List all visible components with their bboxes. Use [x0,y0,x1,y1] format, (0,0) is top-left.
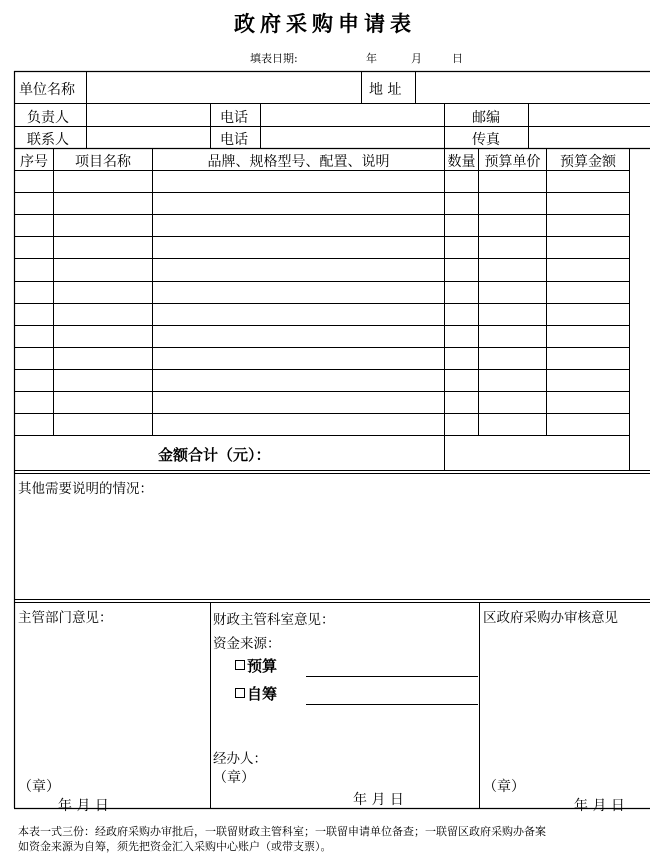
table-cell[interactable] [16,237,52,258]
table-cell[interactable] [16,348,52,369]
total-amount-field[interactable] [446,437,628,469]
table-cell[interactable] [480,259,545,280]
person-in-charge-field[interactable] [88,105,208,125]
option-budget-label: 预算 [247,657,278,675]
table-cell[interactable] [55,370,151,391]
table-cell[interactable] [480,414,545,435]
table-cell[interactable] [154,193,443,214]
checkbox-budget-icon[interactable] [235,660,245,670]
table-cell[interactable] [548,237,628,258]
label-phone-2: 电话 [220,132,248,148]
table-cell[interactable] [446,392,477,413]
table-cell[interactable] [446,348,477,369]
date-year: 年 [366,52,377,65]
table-cell[interactable] [548,326,628,347]
table-cell[interactable] [446,215,477,236]
form-title: 政府采购申请表 [234,11,416,36]
finance-seal: （章） [213,770,255,786]
table-cell[interactable] [16,392,52,413]
table-cell[interactable] [548,414,628,435]
finance-date: 年 月 日 [353,792,404,808]
label-contact: 联系人 [27,132,69,148]
table-cell[interactable] [548,348,628,369]
dept-seal: （章） [18,779,60,795]
table-cell[interactable] [480,392,545,413]
phone-field[interactable] [262,105,442,125]
table-cell[interactable] [16,215,52,236]
table-cell[interactable] [16,259,52,280]
table-cell[interactable] [55,348,151,369]
unit-name-field[interactable] [88,73,359,101]
footer-note-line-1: 本表一式三份：经政府采购办审批后，一联留财政主管科室；一联留申请单位备查；一联留区政府采购办备案 [18,825,546,838]
handler-label: 经办人： [213,751,267,767]
col-header-spec: 品牌、规格型号、配置、说明 [207,154,390,170]
fund-source-label: 资金来源： [213,636,281,652]
table-cell[interactable] [446,282,477,303]
table-cell[interactable] [154,370,443,391]
table-cell[interactable] [16,326,52,347]
table-cell[interactable] [446,193,477,214]
postcode-field[interactable] [530,105,648,125]
total-amount-label: 金额合计（元）： [158,446,271,464]
label-person-in-charge: 负责人 [27,110,69,126]
table-cell[interactable] [548,304,628,325]
table-cell[interactable] [446,304,477,325]
checkbox-self-funded-icon[interactable] [235,688,245,698]
table-cell[interactable] [446,414,477,435]
table-cell[interactable] [55,304,151,325]
table-cell[interactable] [55,171,151,192]
table-cell[interactable] [548,370,628,391]
table-cell[interactable] [16,171,52,192]
table-cell[interactable] [154,304,443,325]
address-field[interactable] [417,73,648,101]
table-cell[interactable] [480,237,545,258]
label-fax: 传真 [472,132,500,148]
label-postcode: 邮编 [472,110,500,126]
other-notes-label: 其他需要说明的情况： [18,481,153,497]
col-header-item-name: 项目名称 [75,154,131,170]
table-cell[interactable] [55,326,151,347]
table-cell[interactable] [446,326,477,347]
table-cell[interactable] [480,215,545,236]
table-cell[interactable] [446,237,477,258]
table-cell[interactable] [16,370,52,391]
table-cell[interactable] [548,282,628,303]
option-budget[interactable] [235,655,277,676]
table-cell[interactable] [55,282,151,303]
table-cell[interactable] [480,193,545,214]
table-cell[interactable] [55,215,151,236]
table-cell[interactable] [154,392,443,413]
date-day: 日 [452,52,463,65]
table-cell[interactable] [16,193,52,214]
col-header-index: 序号 [20,154,48,170]
col-header-quantity: 数量 [447,154,476,170]
table-cell[interactable] [154,348,443,369]
phone-2-field[interactable] [262,128,442,147]
table-cell[interactable] [55,237,151,258]
table-cell[interactable] [480,326,545,347]
table-cell[interactable] [154,414,443,435]
table-cell[interactable] [548,259,628,280]
table-cell[interactable] [154,259,443,280]
table-cell[interactable] [480,282,545,303]
table-cell[interactable] [446,171,477,192]
col-header-budget-amount: 预算金额 [560,154,616,170]
table-cell[interactable] [55,259,151,280]
table-cell[interactable] [16,282,52,303]
dept-date: 年 月 日 [58,798,109,814]
table-cell[interactable] [154,282,443,303]
contact-field[interactable] [88,128,208,147]
fax-field[interactable] [530,128,648,147]
table-cell[interactable] [154,237,443,258]
table-cell[interactable] [446,259,477,280]
table-cell[interactable] [446,370,477,391]
table-cell[interactable] [55,414,151,435]
table-cell[interactable] [480,370,545,391]
table-cell[interactable] [548,171,628,192]
option-self-funded-label: 自筹 [247,685,278,703]
table-cell[interactable] [480,304,545,325]
date-label: 填表日期: [250,52,298,65]
finance-opinion-title: 财政主管科室意见： [213,612,335,628]
table-cell[interactable] [548,193,628,214]
label-phone: 电话 [220,110,248,126]
footer-note-line-2: 如资金来源为自筹，须先把资金汇入采购中心账户（或带支票）。 [18,840,332,853]
table-cell[interactable] [480,348,545,369]
table-cell[interactable] [548,215,628,236]
label-unit-name: 单位名称 [19,82,75,98]
table-cell[interactable] [154,215,443,236]
dept-opinion-title: 主管部门意见： [18,610,113,626]
col-header-unit-price: 预算单价 [484,154,541,170]
district-opinion-title: 区政府采购办审核意见 [483,610,618,626]
table-cell[interactable] [154,171,443,192]
other-notes-field[interactable] [16,496,648,596]
table-cell[interactable] [55,392,151,413]
table-cell[interactable] [480,171,545,192]
table-cell[interactable] [154,326,443,347]
table-cell[interactable] [55,193,151,214]
table-cell[interactable] [16,304,52,325]
option-self-funded[interactable] [235,683,277,704]
label-address: 地 址 [369,82,402,98]
district-date: 年 月 日 [574,798,625,814]
district-seal: （章） [483,779,525,795]
table-cell[interactable] [16,414,52,435]
date-month: 月 [411,52,422,65]
table-cell[interactable] [548,392,628,413]
